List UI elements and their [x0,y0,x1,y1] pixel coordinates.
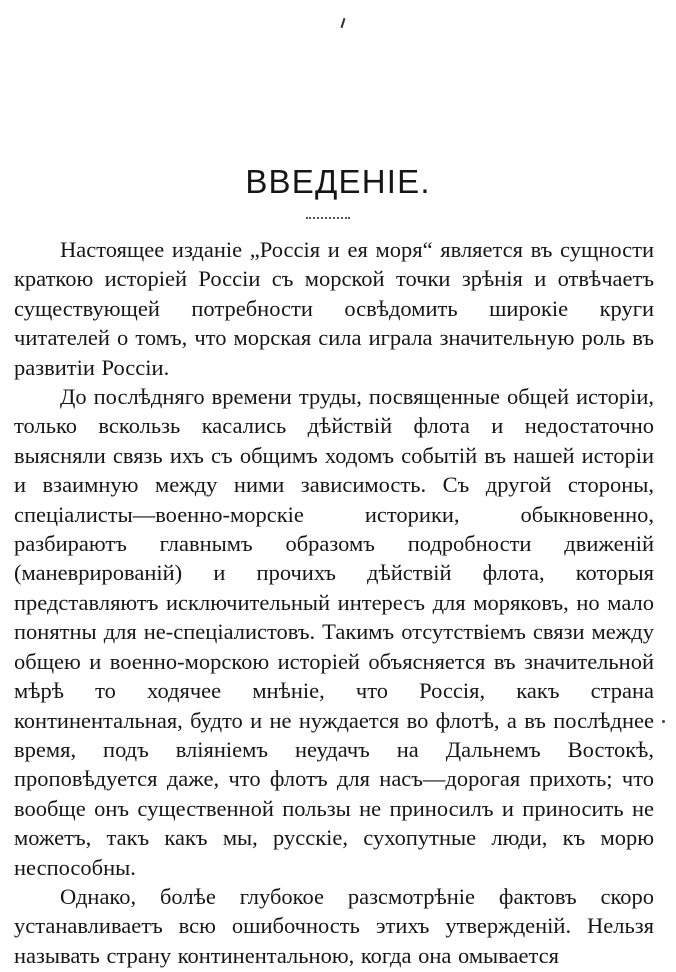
paragraph-2: До послѣдняго времени труды, посвященные общей исторіи, только вскользь касались дѣйствій флота и недостаточно выясняли связь ихъ съ общимъ ходомъ событій въ нашей исторіи и взаимную между ними зависимость. Съ другой стороны, спеціалисты—военно-морскіе историки, обыкновенно, разбираютъ главнымъ образомъ подробности движеній (маневрированій) и прочихъ дѣйствій флота, которыя представляютъ исключительный интересъ для моряковъ, но мало понятны для не-спеціалистовъ. Такимъ отсутствіемъ связи между общею и военно-морскою исторіей объясняется въ значительной мѣрѣ то ходячее мнѣніе, что Россія, какъ страна континентальная, будто и не нуждается во флотѣ, а въ послѣднее время, подъ вліяніемъ неудачъ на Дальнемъ Востокѣ, проповѣдуется даже, что флотъ для насъ—дорогая прихоть; что вообще онъ существенной пользы не приносилъ и приносить не можетъ, такъ какъ мы, русскіе, сухопутные люди, къ морю неспособны. [14,384,654,880]
print-mark [341,18,346,28]
chapter-title: ВВЕДЕНІЕ. [245,163,431,200]
print-speck [662,720,665,723]
paragraph-1: Настоящее изданіе „Россія и ея моря“ является въ сущности краткою исторіей Россіи съ морской точки зрѣнія и отвѣчаетъ существующей потребности освѣдомить широкіе круги читателей о томъ, что морская сила играла значительную роль въ развитіи Россіи. [14,237,654,380]
paragraph-3: Однако, болѣе глубокое разсмотрѣніе фактовъ скоро устанавливаетъ всю ошибочность этихъ утвержденій. Нельзя называть страну континентальною, когда она омывается [14,883,654,968]
title-ornament [306,217,350,219]
body-text [14,235,654,970]
